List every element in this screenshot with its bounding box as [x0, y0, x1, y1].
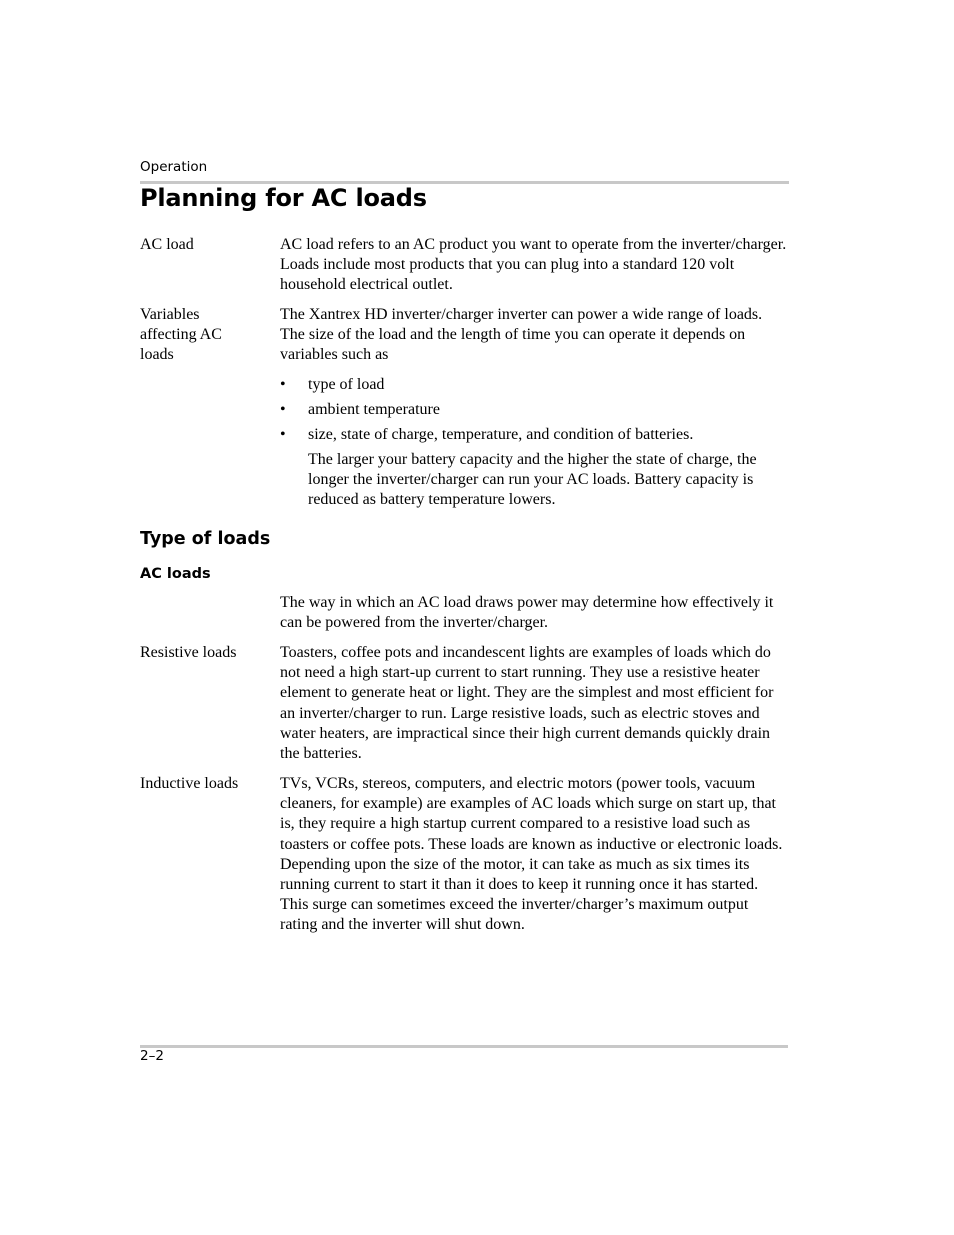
inductive-loads-label: Inductive loads — [140, 775, 239, 792]
battery-note: The larger your battery capacity and the higher the state of charge, the longer the inverter/charger can run your AC loads. Battery capacity is reduced as battery temperature lowers. — [308, 451, 757, 509]
variables-label-line: Variables — [140, 306, 200, 323]
variables-bullet-list — [280, 375, 790, 450]
page-number: 2–2 — [140, 1048, 164, 1064]
variables-section — [140, 305, 790, 515]
ac-loads-intro-section — [140, 593, 790, 635]
bullet-icon: • — [280, 376, 286, 393]
page-title: Planning for AC loads — [140, 184, 427, 212]
ac-load-text: AC load refers to an AC product you want to operate from the inverter/charger. Loads include most products that you can plug into a standard 120 volt household electrical outlet. — [280, 236, 787, 294]
variables-label — [140, 305, 265, 366]
bullet-icon: • — [280, 426, 286, 443]
list-item-text: type of load — [308, 376, 385, 393]
resistive-loads-section — [140, 643, 790, 767]
resistive-loads-label: Resistive loads — [140, 644, 237, 661]
footer-rule — [140, 1045, 788, 1048]
list-item-text: ambient temperature — [308, 401, 440, 418]
ac-load-label: AC load — [140, 236, 194, 253]
list-item — [280, 400, 790, 420]
ac-load-section — [140, 235, 790, 297]
inductive-loads-text: TVs, VCRs, stereos, computers, and electric motors (power tools, vacuum cleaners, for example) are examples of AC loads which surge on start up, that is, they require a high startup current compared to a resistive load such as toasters or coffee pots. These loads are known as inductive or electronic loads. Depending upon the size of the motor, it can take as much as six times its running current to start it than it does to keep it running once it has started. This surge can sometimes exceed the inverter/charger’s maximum output rating and the inverter will shut down. — [280, 775, 783, 934]
variables-label-line: affecting AC — [140, 326, 222, 344]
bullet-icon: • — [280, 401, 286, 418]
inductive-loads-section — [140, 774, 790, 960]
list-item-text: size, state of charge, temperature, and condition of batteries. — [308, 426, 694, 443]
resistive-loads-text: Toasters, coffee pots and incandescent lights are examples of loads which do not need a high start-up current to start running. They use a resistive heater element to generate heat or light. They are the simplest and most efficient for an inverter/charger to run. Large resistive loads, such as electric stoves and water heaters, are impractical since their high current demands quickly drain the batteries. — [280, 644, 774, 763]
variables-text: The Xantrex HD inverter/charger inverter can power a wide range of loads. The size of the load and the length of time you can operate it depends on variables such as — [280, 306, 763, 364]
variables-label-line: loads — [140, 346, 174, 364]
ac-loads-intro-text: The way in which an AC load draws power may determine how effectively it can be powered from the inverter/charger. — [280, 594, 774, 632]
type-of-loads-heading: Type of loads — [140, 529, 271, 549]
ac-loads-subheading: AC loads — [140, 566, 211, 582]
list-item — [280, 425, 790, 445]
running-header: Operation — [140, 159, 208, 175]
list-item — [280, 375, 790, 395]
